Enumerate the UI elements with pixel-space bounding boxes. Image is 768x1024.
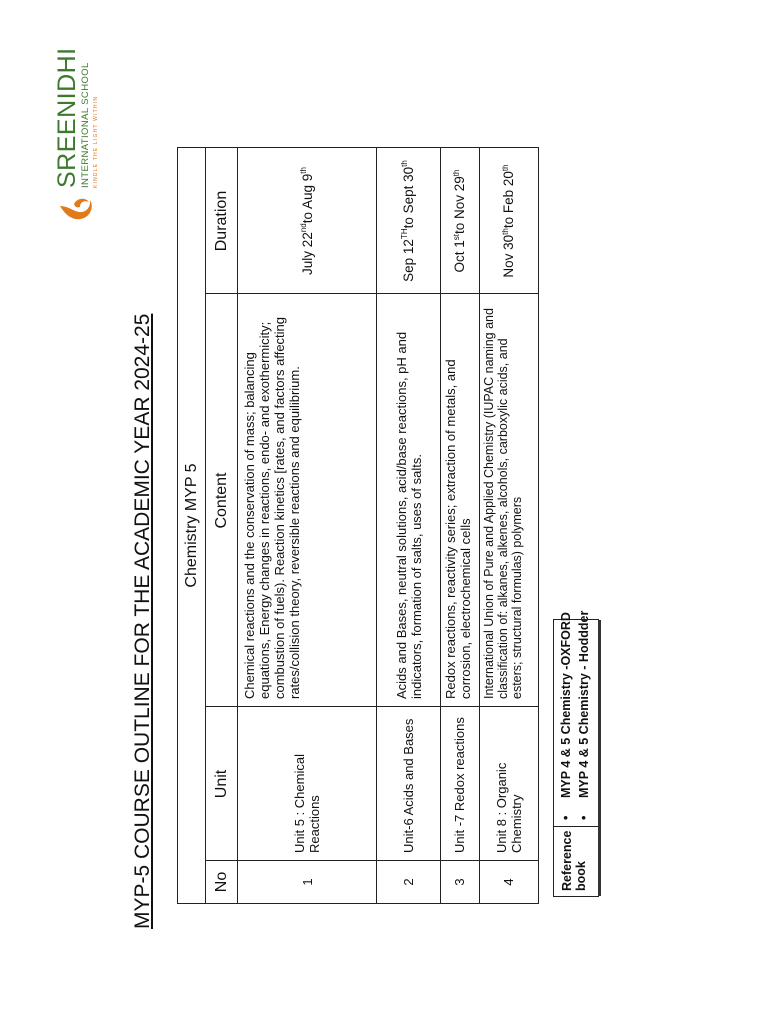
header-duration: Duration	[206, 148, 238, 294]
course-table	[177, 147, 539, 904]
row-2-no: 2	[400, 878, 416, 886]
logo-name: SREENIDHI	[53, 47, 81, 188]
reference-book-title: MYP 4 & 5 Chemistry -OXFORD	[559, 612, 573, 798]
reference-book-title: MYP 4 & 5 Chemistry - Hoddder	[577, 610, 591, 798]
duration-start: Oct 1	[452, 240, 467, 273]
page-title: MYP-5 COURSE OUTLINE FOR THE ACADEMIC YEAR 2024-25	[131, 313, 154, 929]
reference-item	[575, 611, 593, 820]
logo-tagline: KINDLE THE LIGHT WITHIN	[93, 95, 99, 188]
row-4-unit: Unit 8 : Organic Chemistry	[493, 762, 524, 853]
duration-end: to Feb 20	[501, 171, 516, 229]
header-content: Content	[206, 294, 238, 707]
reference-list	[557, 611, 593, 820]
school-logo	[48, 47, 120, 224]
duration-end: to Aug 9	[299, 173, 315, 224]
row-2-duration: Sep 12 $^{TH}$ to Sept 30 $^{th}$	[400, 160, 416, 282]
table-caption: Chemistry MYP 5	[178, 148, 206, 903]
row-2-unit: Unit-6 Acids and Bases	[400, 718, 416, 853]
row-1-no: 1	[299, 878, 315, 886]
duration-end: to Nov 29	[452, 176, 467, 234]
reference-shadow	[598, 620, 601, 896]
duration-start: Nov 30	[501, 234, 516, 278]
row-4-no: 4	[501, 878, 516, 886]
reference-box	[553, 610, 599, 897]
row-1-duration: July 22 $^{nd}$ to Aug 9 $^{th}$	[299, 167, 315, 275]
reference-item	[557, 611, 575, 820]
row-3-unit: Unit -7 Redox reactions	[452, 717, 467, 853]
bullet-icon: •	[577, 815, 591, 820]
row-3-no: 3	[452, 878, 467, 886]
logo-subtitle: INTERNATIONAL SCHOOL	[80, 62, 91, 188]
header-unit: Unit	[206, 707, 238, 861]
row-3-duration: Oct 1 $^{st}$ to Nov 29 $^{th}$	[451, 169, 467, 273]
row-1-content: Chemical reactions and the conservation of mass; balancing equations, Energy changes in reactions, endo- and exothermicity; combustion of fuels). Reaction kinetics [rates, and factors affecting rates/collision theory, reversible reactions and equilibrium.	[242, 316, 302, 699]
row-4-content: International Union of Pure and Applied Chemistry (IUPAC naming and classification of: alkanes, alkenes, alcohols, carboxylic acids, and esters; structural formulas) polymers	[482, 308, 524, 699]
header-no: No	[206, 861, 238, 903]
flame-icon	[58, 194, 96, 224]
row-4-duration: Nov 30 $^{th}$ to Feb 20 $^{th}$	[500, 164, 516, 278]
reference-label: Reference book	[554, 826, 598, 896]
duration-start: Sep 12	[400, 239, 416, 282]
row-1-unit: Unit 5 : Chemical Reactions	[292, 754, 322, 853]
bullet-icon: •	[559, 815, 573, 820]
row-2-content: Acids and Bases, neutral solutions, acid/base reactions, pH and indicators, formation of salts, uses of salts.	[394, 331, 424, 699]
row-3-content: Redox reactions, reactivity series; extraction of metals, and corrosion, electrochemical cells	[443, 359, 473, 699]
duration-start: July 22	[299, 232, 315, 275]
duration-end: to Sept 30	[400, 166, 416, 229]
